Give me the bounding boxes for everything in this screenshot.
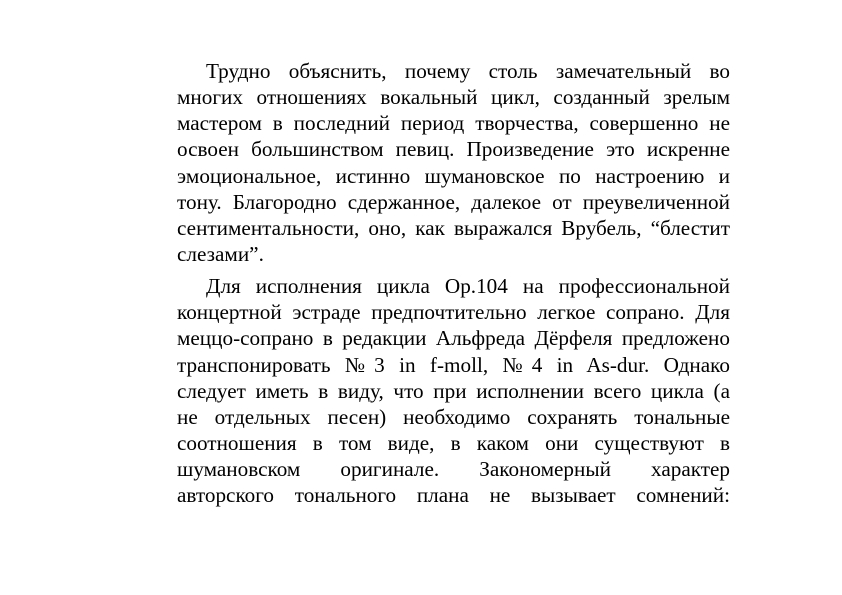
- text-line: следует иметь в виду, что при исполнении всего цикла (а: [177, 378, 730, 403]
- text-line: мастером в последний период творчества, совершенно не: [177, 111, 730, 136]
- paragraph-1: [177, 58, 730, 267]
- text-line: многих отношениях вокальный цикл, созданный зрелым: [177, 85, 730, 110]
- text-line: эмоциональное, истинно шумановское по настроению и: [177, 163, 730, 188]
- text-line: соотношения в том виде, в каком они существуют в: [177, 430, 730, 455]
- text-line: Для исполнения цикла Op.104 на профессиональной: [206, 274, 730, 299]
- text-line: не отдельных песен) необходимо сохранять тональные: [177, 404, 730, 429]
- text-line: шумановском оригинале. Закономерный характер: [177, 457, 730, 482]
- paragraph-2: [177, 273, 730, 508]
- text-line: Трудно объяснить, почему столь замечательный во: [206, 59, 730, 83]
- text-line: транспонировать №3 in f-moll, №4 in As-dur. Однако: [177, 352, 730, 377]
- text-line: концертной эстраде предпочтительно легкое сопрано. Для: [177, 300, 730, 325]
- text-line: тону. Благородно сдержанное, далекое от преувеличенной: [177, 189, 730, 214]
- text-line: освоен большинством певиц. Произведение это искренне: [177, 137, 730, 162]
- text-line: слезами”.: [177, 241, 264, 266]
- text-line: меццо-сопрано в редакции Альфреда Дёрфеля предложено: [177, 326, 730, 351]
- body-text: [177, 58, 730, 508]
- text-line: сентиментальности, оно, как выражался Врубель, “блестит: [177, 215, 730, 240]
- text-line: авторского тонального плана не вызывает сомнений:: [177, 483, 730, 508]
